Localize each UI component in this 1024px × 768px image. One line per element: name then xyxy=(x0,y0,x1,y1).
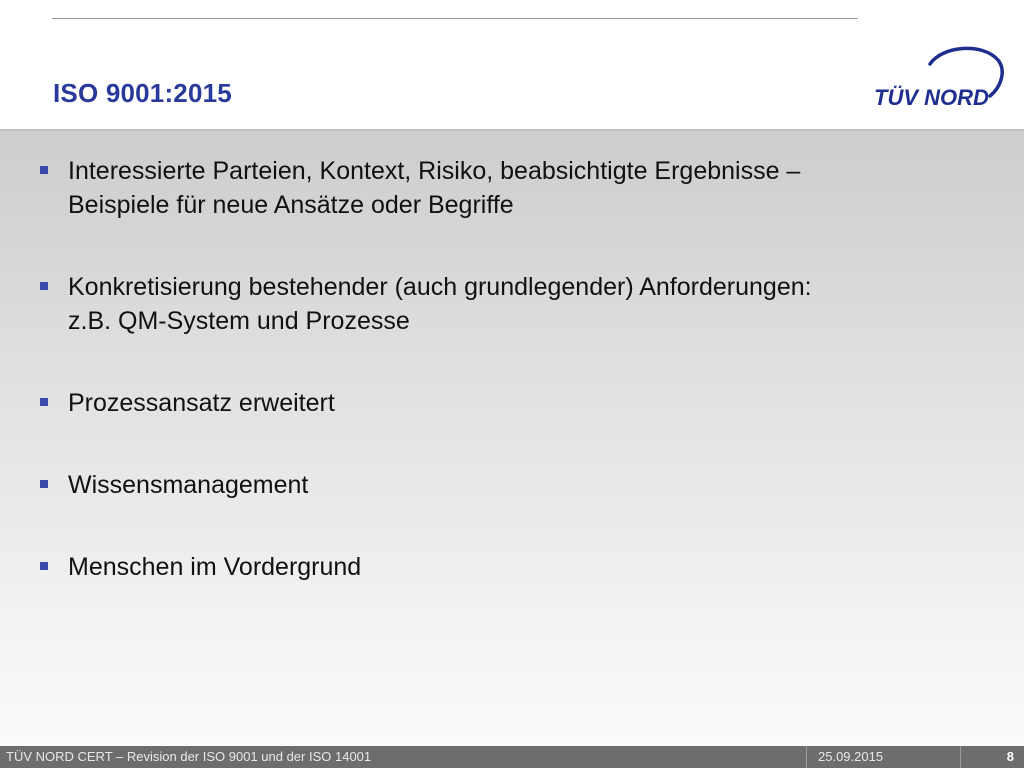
bullet-text: Menschen im Vordergrund xyxy=(68,553,362,581)
tuv-nord-logo xyxy=(872,44,1008,116)
bullet-item xyxy=(0,154,1024,222)
bullet-text: Wissensmanagement xyxy=(68,471,309,499)
content-area xyxy=(0,132,1024,746)
square-bullet-icon xyxy=(40,562,48,570)
top-divider-line xyxy=(52,18,858,19)
square-bullet-icon xyxy=(40,480,48,488)
page-number: 8 xyxy=(1006,749,1014,764)
square-bullet-icon xyxy=(40,398,48,406)
bullet-item xyxy=(0,550,1024,584)
footer-divider xyxy=(960,746,961,768)
square-bullet-icon xyxy=(40,166,48,174)
bullet-list xyxy=(0,154,1024,632)
bullet-text: Konkretisierung bestehender (auch grundlegender) Anforderungen: z.B. QM-System und Prozesse xyxy=(68,273,812,335)
bullet-text: Interessierte Parteien, Kontext, Risiko, beabsichtigte Ergebnisse – Beispiele für neue Ansätze oder Begriffe xyxy=(68,157,801,219)
footer-divider xyxy=(806,746,807,768)
square-bullet-icon xyxy=(40,282,48,290)
bullet-item xyxy=(0,386,1024,420)
logo-wordmark: TÜV NORD xyxy=(874,85,989,110)
footer-presentation-title: TÜV NORD CERT – Revision der ISO 9001 und der ISO 14001 xyxy=(6,749,372,764)
slide-title: ISO 9001:2015 xyxy=(53,78,232,108)
bullet-item xyxy=(0,468,1024,502)
footer-date: 25.09.2015 xyxy=(818,749,884,764)
bullet-text: Prozessansatz erweitert xyxy=(68,389,335,417)
footer-bar xyxy=(0,746,1024,768)
bullet-item xyxy=(0,270,1024,338)
